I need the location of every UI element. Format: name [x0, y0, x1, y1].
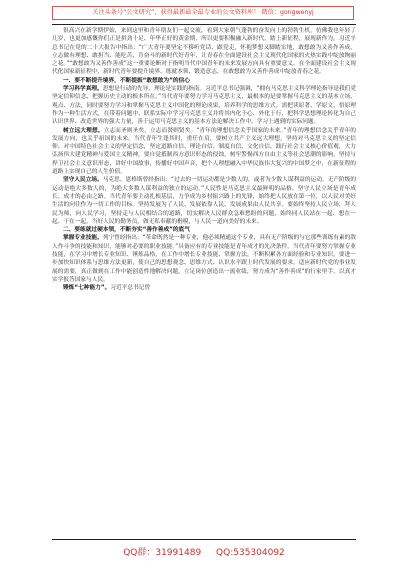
footer-qq-group: QQ群：31991489: [123, 548, 202, 558]
footer-qq: QQ:535304092: [216, 548, 285, 558]
paragraph-ideals: 树立远大理想。立志而圣则圣矣，立志而贤则贤矣。“青年的理想信念关乎国家的未来。”青年的理想信念关乎青年的发展方向，也关乎祖国的未来。当代青年生逢其时，重任在肩，要树立共产主义远大理想，坚持对马克思主义的坚定信仰、对中国特色社会主义的坚定信念，坚定道路自信、理论自信、制度自信、文化自信，践行社会主义核心价值观，大力弘扬伟大建党精神与爱国主义精神，要自觉抵制西方意识形态的侵蚀，树牢警惕西方自由主义等社会思潮的影响，坚持与捍卫社会主义意识形态，讲好中国故事，传播好中国声音，把个人理想融入中华民族伟大复兴的中国梦之中，在新征程的道路上实现自己的人生价值。: [52, 127, 356, 176]
paragraph-skills: 掌握专业技能。列宁曾经指出：“革命既然是一种专业，他必须精通这个专业，具有无产阶级的与它那些训练有素的敌人作斗争的技能和知识，能够对必要的职业技能。”具备应有的专业技能是青年成才的先决条件。当代青年要努力掌握专业技能，在学习中增长专业知识、锤炼品格，在工作中增长专业技能、掌握方法，不断积累各方面经验和专业知识，要进一步加快知识体系与思维方法更新，使自己的思想观念、思维方式、认识水平跟上时代发展的要求，适应新时代党的事业发展的需要，真正做到在工作中能创造性地解决问题，立足岗位创造出一流业绩，努力成为“善作善成”的行家里手，以真才实学报答国家与人民。: [52, 235, 356, 283]
paragraph-intro: 很高兴在新学期伊始，来到这里和青年朋友们一起交流，看到大家朝气蓬勃的奋发向上的勃勃生机，仿佛我也年轻了几岁，也更加感慨你们正是拼劲十足、年华正好的黄金期，所以更要积极融入新时代，踏上新征程，展现新作为。习近平总书记在党的二十大报告中指出：“广大青年要坚定不移听党话、跟党走，怀抱梦想又脚踏实地，敢想敢为又善作善成，立志做有理想、敢担当、能吃苦、肯奋斗的新时代好青年，让青春在全面建设社会主义现代化国家的火热实践中绽放绚丽之花。”“敢想敢为又善作善成”这一重要论断对于指明当代中国青年的未来发展方向具有重要意义。在全面建设社会主义现代化国家新征程中，新时代青年要提升境界、练就本领、锻造意志，在敢想敢为又善作善成中绽放青春之花。: [52, 28, 356, 76]
section-heading-1: 一、要不断提升境界，不断提振“敢想敢为”的信心: [63, 77, 190, 84]
section-heading-2: 二、要练就过硬本领，不断夯实“善作善成”的底气: [63, 227, 190, 234]
bottom-rule: [52, 539, 356, 540]
paragraph-study-truth: 学习科学真理。思想是行动的先导，理论是实践的指南。习近平总书记强调，“拥有马克思主义科学理论指导是我们党坚定信仰信念、把握历史主动的根本所在。”当代青年要努力学习马克思主义，最根本的是要掌握马克思主义的基本立场、观点、方法，同时要努力学习和掌握马克思主义中国化的理论成果，培养科学的思维方式。需把读原著、学原文、悟原理作为一种生活方式，在带着问题中、联系实际中学习马克思主义并将其内化于心、外化于行，把科学思想理论转化为自己认识世界、改造世界的强大力量，善于运用马克思主义的基本方法论解决工作中、学习上遇到的实际问题。: [52, 86, 356, 126]
top-rule: [52, 24, 356, 25]
document-body: [52, 27, 356, 535]
lead-phrase: 坚守人民立场。: [63, 177, 103, 184]
lead-phrase: 学习科学真理。: [63, 86, 103, 93]
lead-phrase: 树立远大理想。: [63, 127, 104, 134]
promo-banner: [52, 6, 354, 20]
footer-contact: [0, 545, 408, 558]
promo-banner-text: 关注头条号“公文研究”，获得最新最全最专业的公文资料库！ 微信：gongwenyj: [92, 8, 314, 16]
paragraph-seven-abilities: 锤炼“七种能力”。习近平总书记曾: [63, 285, 151, 292]
lead-phrase: 锤炼“七种能力”。: [63, 285, 111, 292]
paragraph-people-stance: 坚守人民立场。马克思、恩格斯曾经指出：“过去的一切运动都是少数人的，或者为少数人谋利益的运动。无产阶级的运动是绝大多数人的，为绝大多数人谋利益的独立的运动。”人民性是马克思主义最鲜明的品格。坚守人民立场是青年成长、成才的必由之路。当代青年要主动扎根基层，力争成为乡村振兴路上的先锋，始终把人民放在第一位，以人民对美好生活的向往作为一切工作的目标。坚持发展为了人民、发展依靠人民、发展成果由人民共享。要始终坚持人民立场，拜人民为师，向人民学习，坚持走与人民相结合的道路，切实解决人民群众急难愁盼的问题，始终同人民站在一起、想在一起、干在一起，当好人民的勤务员，做无私奉献的楷模，与人民一道向美好的未来。: [52, 177, 356, 225]
lead-phrase: 掌握专业技能。: [63, 235, 103, 242]
